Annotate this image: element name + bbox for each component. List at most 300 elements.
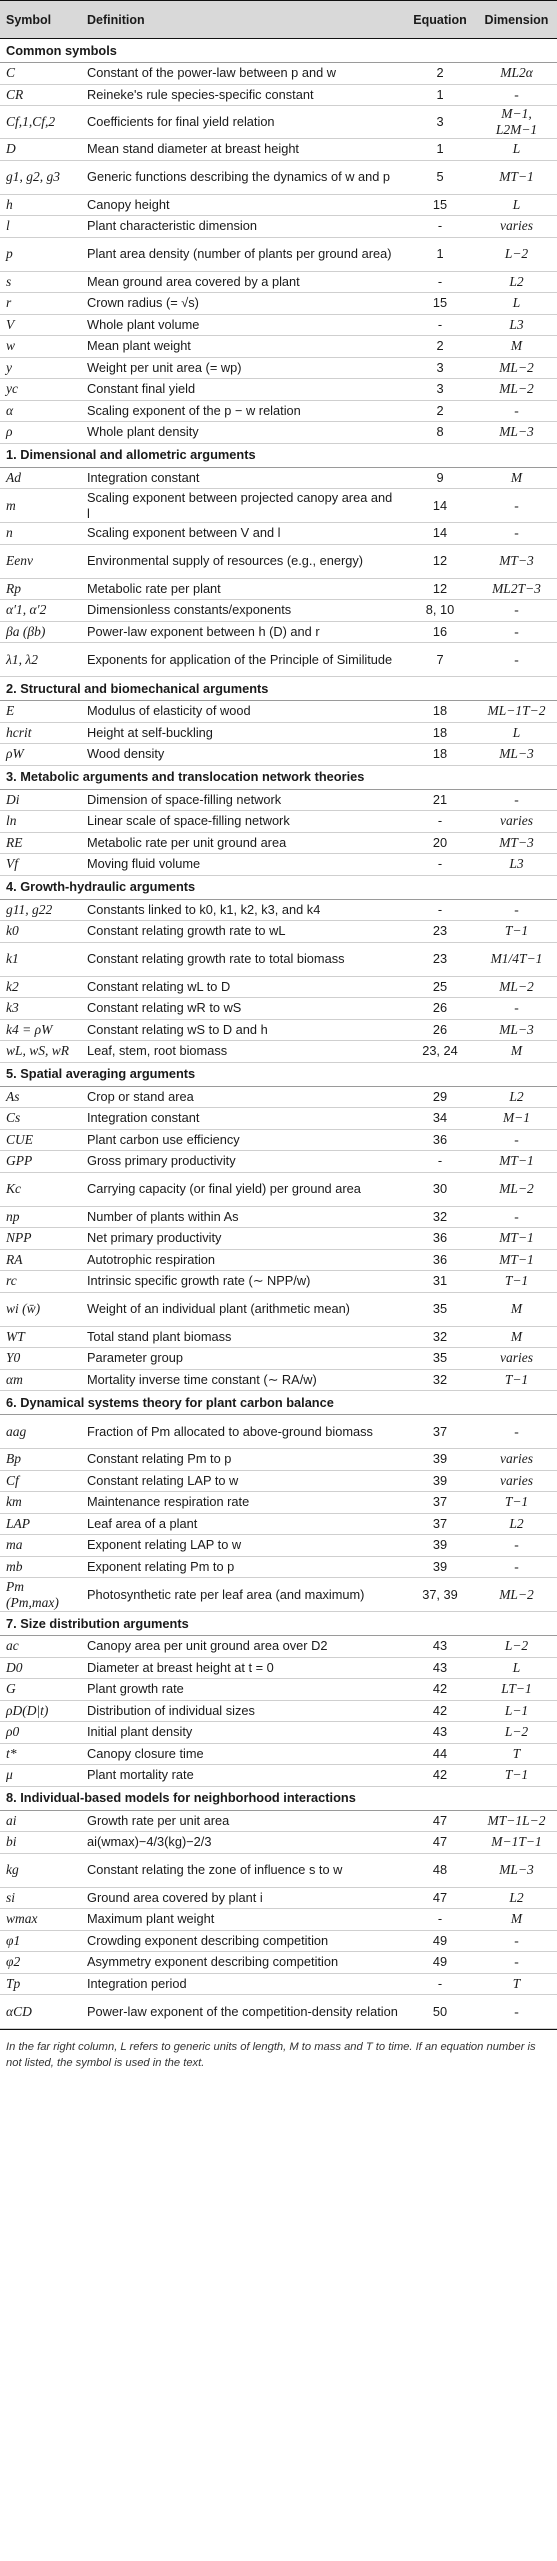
definition-cell: Metabolic rate per plant [87,580,221,596]
table-row [0,1206,557,1228]
symbol-cell: n [6,525,13,541]
table-row [0,1832,557,1854]
symbol-cell: Rp [6,580,21,596]
dimension-cell: - [514,651,519,667]
symbol-cell: kg [6,1862,19,1877]
dimension-cell: ML−2 [499,381,534,397]
symbol-cell: m [6,497,16,513]
equation-cell: - [437,218,443,234]
dimension-cell: ML−3 [499,1021,534,1037]
table-row [0,1492,557,1514]
definition-cell: Exponent relating Pm to p [87,1558,235,1574]
table-row [0,1636,557,1658]
equation-cell: 37 [432,1494,448,1510]
section-header [0,765,557,789]
symbol-cell: g11, g22 [6,901,53,917]
definition-cell: Leaf, stem, root biomass [87,1043,228,1059]
dimension-cell: - [514,791,519,807]
table-row [0,854,557,876]
symbol-cell: ln [6,813,17,829]
equation-cell: 1 [436,141,444,157]
table-row [0,489,557,523]
definition-cell: Constant of the power-law between p and w [87,65,336,81]
table-row [0,1041,557,1063]
dimension-cell: M1/4T−1 [490,951,543,966]
table-row [0,544,557,578]
table-row [0,1470,557,1492]
definition-cell: Coefficients for final yield relation [87,114,275,129]
symbol-cell: αm [6,1371,23,1387]
table-row [0,1271,557,1293]
equation-cell: - [437,316,443,332]
dimension-cell: L [512,196,521,212]
equation-cell: 34 [432,1110,448,1126]
dimension-cell: - [514,2003,519,2019]
equation-cell: 3 [436,381,444,397]
equation-cell: 12 [432,553,448,568]
table-row [0,1722,557,1744]
table-row [0,1086,557,1108]
table-row [0,722,557,744]
definition-cell: Metabolic rate per unit ground area [87,834,287,850]
dimension-cell: L [512,724,521,740]
equation-cell: 3 [436,114,444,129]
table-row [0,1151,557,1173]
dimension-cell: L−2 [504,1638,529,1654]
equation-cell: 23, 24 [422,1043,458,1059]
section-header [0,39,557,63]
table-row [0,578,557,600]
symbol-cell: C [6,65,16,81]
table-row [0,789,557,811]
equation-cell: 36 [432,1131,448,1147]
symbol-cell: CR [6,86,24,102]
table-row [0,1657,557,1679]
definition-cell: Plant area density (number of plants per ground area) [87,246,392,261]
equation-cell: 48 [432,1862,448,1877]
table-row [0,357,557,379]
symbol-cell: φ1 [6,1932,21,1948]
table-row [0,811,557,833]
dimension-cell: M−1 [502,1110,531,1126]
section-title: Common symbols [0,39,557,63]
equation-cell: 42 [432,1767,448,1783]
symbol-cell: k1 [6,951,19,966]
definition-cell: Wood density [87,746,165,762]
equation-cell: 26 [432,1021,448,1037]
definition-cell: Scaling exponent between projected canopy area and l [87,489,393,521]
dimension-cell: ML2T−3 [492,580,541,596]
equation-cell: 20 [432,834,448,850]
equation-cell: 35 [432,1350,448,1366]
definition-cell: Generic functions describing the dynamics of w and p [87,169,391,184]
table-body [0,39,557,2029]
dimension-cell: ML−2 [499,359,534,375]
equation-cell: - [437,813,443,829]
definition-cell: Constants linked to k0, k1, k2, k3, and k4 [87,901,321,917]
dimension-cell: L2 [509,1889,524,1905]
table-row [0,379,557,401]
dimension-cell: T [512,1745,521,1761]
symbol-cell: Cs [6,1110,21,1126]
dimension-cell: ML2α [500,65,533,81]
definition-cell: Plant mortality rate [87,1767,194,1783]
symbol-cell: k2 [6,978,19,994]
table-row [0,998,557,1020]
equation-cell: 36 [432,1251,448,1267]
symbol-cell: ρD(D|t) [6,1702,49,1718]
table-row [0,237,557,271]
table-row [0,1995,557,2029]
equation-cell: 18 [432,703,448,719]
equation-cell: 21 [432,791,448,807]
dimension-cell: L−2 [504,246,529,261]
dimension-cell: L3 [509,316,524,332]
dimension-cell: varies [500,1350,533,1366]
symbol-cell: ρ0 [6,1724,20,1740]
definition-cell: Gross primary productivity [87,1153,236,1169]
dimension-cell: - [514,525,519,541]
symbol-cell: μ [6,1767,13,1783]
dimension-cell: MT−1 [499,169,534,184]
definition-cell: Intrinsic specific growth rate (∼ NPP/w) [87,1273,311,1289]
symbol-cell: RE [6,834,23,850]
table-row [0,216,557,238]
dimension-cell: ML−3 [499,1862,534,1877]
definition-cell: Linear scale of space-filling network [87,813,290,829]
equation-cell: 39 [432,1537,448,1553]
section-header [0,875,557,899]
definition-cell: Reineke's rule species-specific constant [87,86,314,102]
definition-cell: Crowding exponent describing competition [87,1932,329,1948]
table-row [0,1108,557,1130]
symbol-cell: CUE [6,1131,33,1147]
symbol-cell: ma [6,1537,23,1553]
dimension-cell: L [512,141,521,157]
definition-cell: Mean plant weight [87,338,191,354]
equation-cell: - [437,1911,443,1927]
definition-cell: Scaling exponent of the p − w relation [87,402,301,418]
dimension-cell: T−1 [504,1494,529,1510]
table-row [0,84,557,106]
symbol-cell: Y0 [6,1350,21,1366]
header-symbol: Symbol [0,1,81,39]
table-row [0,701,557,723]
symbol-cell: wi (w̄) [6,1301,41,1316]
table-row [0,1556,557,1578]
definition-cell: Canopy closure time [87,1745,204,1761]
symbol-cell: α [6,402,14,418]
equation-cell: 1 [436,246,444,261]
definition-cell: Dimension of space-filling network [87,791,282,807]
table-row [0,899,557,921]
table-row [0,1228,557,1250]
dimension-cell: ML−2 [499,1181,534,1196]
dimension-cell: ML−2 [499,1586,534,1602]
symbol-cell: yc [6,381,18,397]
table-row [0,1172,557,1206]
dimension-cell: ML−2 [499,978,534,994]
equation-cell: 23 [432,951,448,966]
symbol-cell: ac [6,1638,19,1654]
symbol-cell: G [6,1681,16,1697]
table-row [0,336,557,358]
definition-cell: ai(wmax)−4/3(kg)−2/3 [87,1834,212,1850]
definition-cell: Total stand plant biomass [87,1328,232,1344]
symbol-cell: Di [6,791,20,807]
symbol-cell: LAP [6,1515,31,1531]
table-row [0,1326,557,1348]
symbol-cell: D [6,141,16,157]
dimension-cell: - [514,623,519,639]
definition-cell: Moving fluid volume [87,856,201,872]
definition-cell: Maintenance respiration rate [87,1494,250,1510]
definition-cell: Integration constant [87,1110,200,1126]
table-row [0,1700,557,1722]
table-row [0,1369,557,1391]
section-title: 2. Structural and biomechanical arguments [0,677,557,701]
equation-cell: 37, 39 [422,1586,458,1602]
dimension-cell: - [514,1558,519,1574]
symbol-cell: wmax [6,1911,38,1927]
equation-cell: 43 [432,1638,448,1654]
definition-cell: Parameter group [87,1350,184,1366]
equation-cell: 37 [432,1515,448,1531]
equation-cell: 3 [436,359,444,375]
definition-cell: Power-law exponent between h (D) and r [87,623,320,639]
equation-cell: 5 [436,169,444,184]
symbol-cell: GPP [6,1153,33,1169]
table-row [0,271,557,293]
symbol-cell: k3 [6,1000,19,1016]
table-row [0,1679,557,1701]
dimension-cell: T−1 [504,1273,529,1289]
symbol-cell: wL, wS, wR [6,1043,70,1059]
equation-cell: 49 [432,1954,448,1970]
definition-cell: Maximum plant weight [87,1911,215,1927]
table-row [0,160,557,194]
dimension-cell: - [514,1000,519,1016]
definition-cell: Canopy area per unit ground area over D2 [87,1638,328,1654]
symbol-cell: ρ [6,424,13,440]
equation-cell: 32 [432,1328,448,1344]
equation-cell: 2 [436,338,444,354]
dimension-cell: varies [500,1472,533,1488]
dimension-cell: MT−1 [499,1251,534,1267]
definition-cell: Constant relating Pm to p [87,1451,232,1467]
definition-cell: Whole plant density [87,424,199,440]
dimension-cell: L [512,295,521,311]
dimension-cell: M [510,1043,523,1059]
symbol-cell: k0 [6,923,19,939]
dimension-cell: M [510,1328,523,1344]
symbol-cell: k4 = ρW [6,1021,53,1037]
table-row [0,1348,557,1370]
symbol-cell: βa (βb) [6,623,46,639]
symbol-cell: np [6,1208,20,1224]
definition-cell: Autotrophic respiration [87,1251,216,1267]
definition-cell: Mortality inverse time constant (∼ RA/w) [87,1371,317,1387]
dimension-cell: - [514,901,519,917]
dimension-cell: M−1, L2M−1 [495,106,538,137]
definition-cell: Canopy height [87,196,170,212]
definition-cell: Plant carbon use efficiency [87,1131,240,1147]
dimension-cell: M−1T−1 [491,1834,542,1850]
table-row [0,467,557,489]
table-row [0,832,557,854]
table-row [0,1578,557,1612]
definition-cell: Initial plant density [87,1724,193,1740]
symbol-cell: Cf [6,1472,19,1488]
dimension-cell: T−1 [504,923,529,939]
section-header [0,443,557,467]
table-row [0,1853,557,1887]
symbol-cell: bi [6,1834,17,1850]
definition-cell: Integration period [87,1975,187,1991]
table-row [0,643,557,677]
equation-cell: - [437,901,443,917]
dimension-cell: MT−1 [499,1153,534,1169]
equation-cell: 39 [432,1558,448,1574]
table-row [0,1743,557,1765]
definition-cell: Scaling exponent between V and l [87,525,281,541]
equation-cell: 39 [432,1451,448,1467]
equation-cell: 47 [432,1834,448,1850]
dimension-cell: - [514,1423,519,1439]
definition-cell: Carrying capacity (or final yield) per ground area [87,1181,361,1196]
table-row [0,942,557,976]
dimension-cell: varies [500,813,533,829]
table-row [0,1909,557,1931]
definition-cell: Fraction of Pm allocated to above-ground biomass [87,1423,373,1439]
dimension-cell: ML−3 [499,746,534,762]
definition-cell: Photosynthetic rate per leaf area (and maximum) [87,1586,365,1602]
equation-cell: 47 [432,1889,448,1905]
equation-cell: 26 [432,1000,448,1016]
dimension-cell: L2 [509,273,524,289]
dimension-cell: - [514,1131,519,1147]
table-row [0,1449,557,1471]
table-row [0,1765,557,1787]
section-title: 1. Dimensional and allometric arguments [0,443,557,467]
equation-cell: 14 [432,525,448,541]
equation-cell: 31 [432,1273,448,1289]
symbol-cell: h [6,196,13,212]
symbol-cell: E [6,703,15,719]
definition-cell: Net primary productivity [87,1230,222,1246]
table-row [0,621,557,643]
dimension-cell: MT−1 [499,1230,534,1246]
equation-cell: 30 [432,1181,448,1196]
symbol-cell: α′1, α′2 [6,602,47,618]
dimension-cell: MT−3 [499,834,534,850]
table-row [0,1415,557,1449]
table-row [0,1249,557,1271]
symbol-cell: Ad [6,469,21,485]
equation-cell: 15 [432,295,448,311]
symbol-cell: t* [6,1745,17,1761]
symbol-cell: λ1, λ2 [6,651,38,667]
symbol-cell: p [6,246,13,261]
symbol-cell: g1, g2, g3 [6,169,60,184]
table-row [0,314,557,336]
equation-cell: 25 [432,978,448,994]
definition-cell: Plant growth rate [87,1681,184,1697]
table-header [0,1,557,39]
dimension-cell: M [510,1911,523,1927]
symbol-cell: Cf,1,Cf,2 [6,114,56,129]
dimension-cell: M [510,469,523,485]
definition-cell: Crop or stand area [87,1088,194,1104]
header-equation: Equation [404,1,476,39]
definition-cell: Environmental supply of resources (e.g., energy) [87,553,363,568]
symbol-cell: r [6,295,12,311]
section-header [0,1391,557,1415]
section-title: 3. Metabolic arguments and translocation network theories [0,765,557,789]
definition-cell: Exponent relating LAP to w [87,1537,242,1553]
equation-cell: - [437,856,443,872]
symbol-cell: Eenv [6,553,33,568]
definition-cell: Constant relating wL to D [87,978,231,994]
table-row [0,1930,557,1952]
equation-cell: 18 [432,746,448,762]
symbol-cell: As [6,1088,20,1104]
section-title: 6. Dynamical systems theory for plant carbon balance [0,1391,557,1415]
equation-cell: 39 [432,1472,448,1488]
section-header [0,1062,557,1086]
definition-cell: Leaf area of a plant [87,1515,198,1531]
dimension-cell: - [514,1537,519,1553]
dimension-cell: L3 [509,856,524,872]
header-definition: Definition [81,1,404,39]
definition-cell: Whole plant volume [87,316,200,332]
dimension-cell: ML−1T−2 [487,703,546,719]
table-row [0,523,557,545]
definition-cell: Weight per unit area (= wp) [87,359,242,375]
dimension-cell: MT−3 [499,553,534,568]
table-row [0,293,557,315]
table-row [0,1535,557,1557]
equation-cell: 9 [436,469,444,485]
definition-cell: Integration constant [87,469,200,485]
equation-cell: - [437,273,443,289]
header-dimension: Dimension [476,1,557,39]
section-header [0,677,557,701]
definition-cell: Ground area covered by plant i [87,1889,263,1905]
equation-cell: 29 [432,1088,448,1104]
section-title: 4. Growth-hydraulic arguments [0,875,557,899]
equation-cell: - [437,1153,443,1169]
symbol-cell: w [6,338,16,354]
symbol-cell: km [6,1494,22,1510]
symbol-cell: Tp [6,1975,21,1991]
table-row [0,1129,557,1151]
equation-cell: 18 [432,724,448,740]
table-row [0,921,557,943]
symbol-cell: ai [6,1812,17,1828]
dimension-cell: L−2 [504,1724,529,1740]
equation-cell: 23 [432,923,448,939]
equation-cell: 1 [436,86,444,102]
symbol-cell: mb [6,1558,23,1574]
dimension-cell: LT−1 [501,1681,532,1697]
dimension-cell: M [510,338,523,354]
table-row [0,194,557,216]
equation-cell: 7 [436,651,444,667]
equation-cell: 42 [432,1702,448,1718]
symbol-cell: aag [6,1423,27,1439]
section-title: 8. Individual-based models for neighborhood interactions [0,1786,557,1810]
